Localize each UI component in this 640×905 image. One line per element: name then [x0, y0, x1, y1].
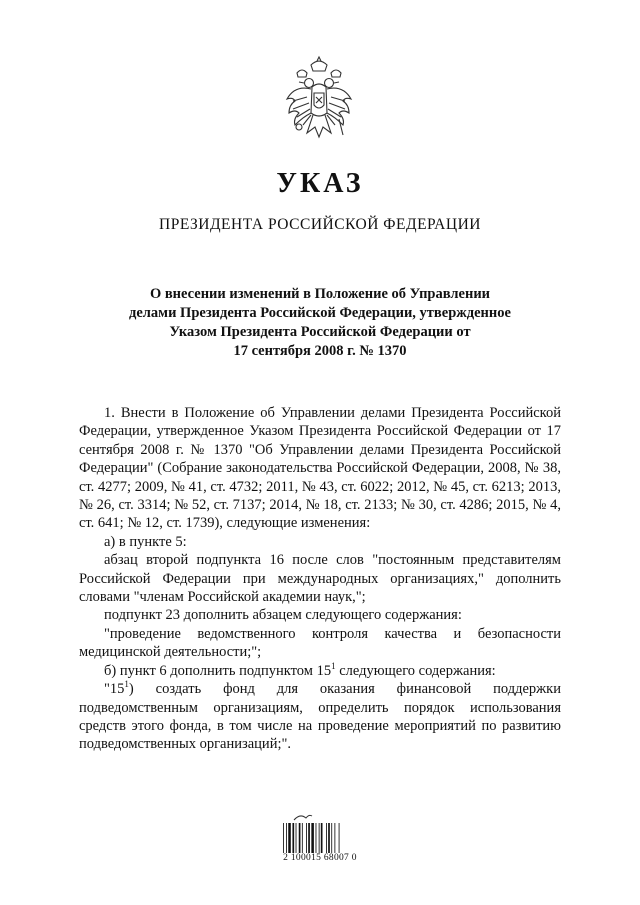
paragraph-subitem-a: а) в пункте 5: [104, 533, 187, 550]
paragraph-subitem-b [79, 662, 561, 680]
document-type-heading: УКАЗ [276, 168, 364, 199]
superscript: 1 [331, 660, 336, 671]
text-fragment: б) пункт 6 дополнить подпунктом 15 [104, 662, 332, 679]
title-line: 17 сентября 2008 г. № 1370 [233, 343, 407, 359]
text-fragment: "15 [104, 681, 125, 698]
text-fragment: следующего содержания: [335, 662, 496, 679]
printer-mark-icon [292, 812, 314, 822]
paragraph-quote-medical-control: "проведение ведомственного контроля качества и безопасности медицинской деятельности;"; [79, 625, 561, 661]
title-line: О внесении изменений в Положение об Управлении [149, 286, 491, 302]
document-title [120, 285, 520, 361]
text-fragment: ) создать фонд для оказания финансовой поддержки подведомственным организациям, определить порядок использования средств этого фонда, в том числе на проведение мероприятий по развитию подведомственных организаций;". [79, 681, 561, 753]
coat-of-arms-icon [281, 55, 357, 151]
barcode-icon [282, 823, 358, 853]
paragraph-item-1: 1. Внести в Положение об Управлении делами Президента Российской Федерации, утвержденное Указом Президента Российской Федерации от 17 сентября 2008 г. № 1370 "Об Управлении делами Президента Российской Федерации" (Собрание законодательства Российской Федерации, 2008, № 38, ст. 4277; 2009, № 41, ст. 4732; 2011, № 43, ст. 6022; 2012, № 45, ст. 6213; 2013, № 26, ст. 3314; № 52, ст. 7137; 2014, № 18, ст. 2133; № 30, ст. 4286; 2015, № 4, ст. 641; № 12, ст. 1739), следующие изменения: [79, 405, 561, 532]
barcode-number: 2 100015 68007 0 [283, 853, 357, 863]
paragraph-amendment-16: абзац второй подпункта 16 после слов "постоянным представителям Российской Федерации при международных организациях," дополнить словами "членам Российской академии наук,"; [79, 552, 561, 606]
paragraph-quote-fund [79, 680, 561, 754]
document-body [79, 404, 561, 754]
superscript: 1 [124, 679, 129, 690]
title-line: делами Президента Российской Федерации, утвержденное [129, 305, 511, 321]
paragraph-amendment-23: подпункт 23 дополнить абзацем следующего содержания: [104, 607, 462, 624]
document-issuer-heading: ПРЕЗИДЕНТА РОССИЙСКОЙ ФЕДЕРАЦИИ [159, 216, 481, 233]
title-line: Указом Президента Российской Федерации от [169, 324, 471, 340]
